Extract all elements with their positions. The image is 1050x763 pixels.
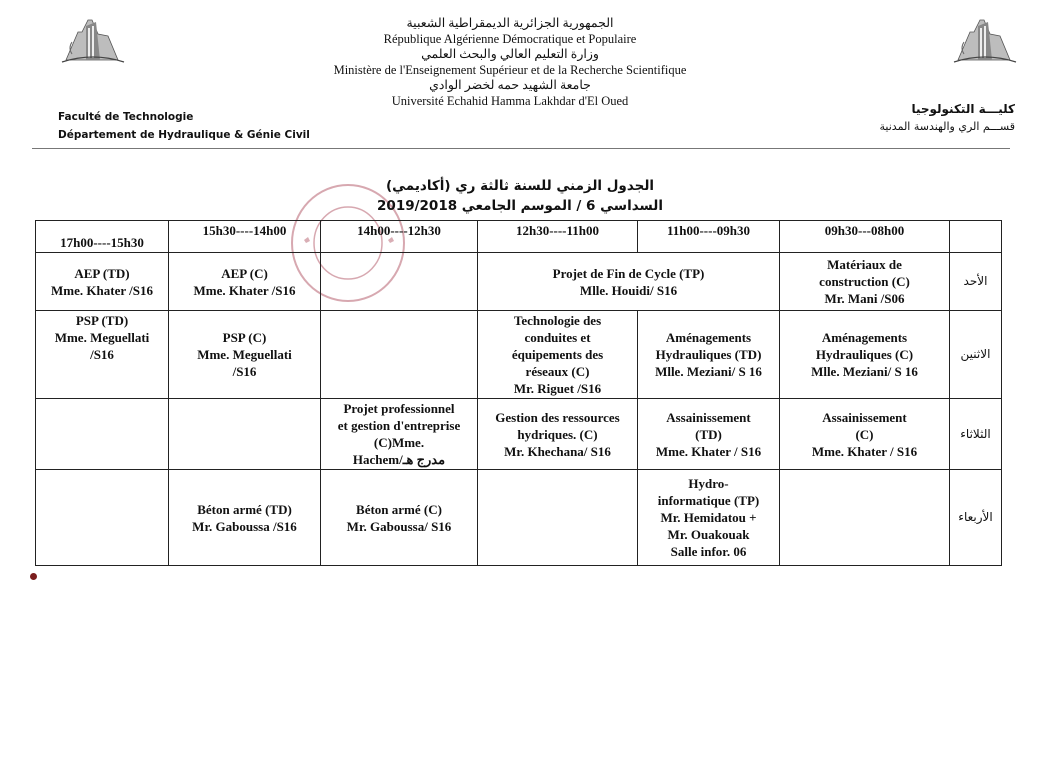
schedule-title bbox=[330, 176, 710, 216]
day-label: الأربعاء bbox=[950, 470, 1002, 566]
timetable-row-sunday bbox=[36, 253, 1002, 311]
header-line-fr-ministry: Ministère de l'Enseignement Supérieur et de la Recherche Scientifique bbox=[333, 62, 687, 77]
day-label: الأحد bbox=[950, 253, 1002, 311]
timetable-cell: AEP (TD) Mme. Khater /S16 bbox=[36, 253, 169, 311]
header-line-ar-ministry: وزارة التعليم العالي والبحث العلمي bbox=[421, 47, 599, 62]
timetable bbox=[35, 220, 1002, 566]
time-slot-header: 12h30----11h00 bbox=[478, 221, 638, 253]
header-line-fr-republic: République Algérienne Démocratique et Populaire bbox=[383, 31, 637, 46]
day-header-blank bbox=[950, 221, 1002, 253]
ministry-header bbox=[300, 16, 720, 110]
faculty-name-ar: كليـــة التكنولوجيا bbox=[911, 102, 1015, 116]
timetable-cell bbox=[321, 253, 478, 311]
header-line-fr-university: Université Echahid Hamma Lakhdar d'El Oued bbox=[391, 93, 629, 108]
timetable-cell bbox=[478, 470, 638, 566]
timetable-cell: Hydro- informatique (TP) Mr. Hemidatou + Mr. Ouakouak Salle infor. 06 bbox=[638, 470, 780, 566]
timetable-row-wednesday bbox=[36, 470, 1002, 566]
time-slot-header: 15h30----14h00 bbox=[169, 221, 321, 253]
schedule-title-line2: السداسي 6 / الموسم الجامعي 2019/2018 bbox=[377, 198, 663, 214]
schedule-title-line1: الجدول الزمني للسنة ثالثة ري (أكاديمي) bbox=[385, 178, 655, 194]
timetable-cell: Projet professionnel et gestion d'entreprise (C)Mme. Hachem/مدرج هـ bbox=[321, 399, 478, 470]
university-logo-left bbox=[58, 12, 128, 84]
timetable-cell: Assainissement (TD) Mme. Khater / S16 bbox=[638, 399, 780, 470]
timetable-cell bbox=[169, 399, 321, 470]
timetable-cell bbox=[780, 470, 950, 566]
faculty-block-fr bbox=[58, 108, 310, 144]
time-slot-header: 14h00----12h30 bbox=[321, 221, 478, 253]
faculty-name-fr: Faculté de Technologie bbox=[58, 111, 194, 123]
header-line-ar-republic: الجمهورية الجزائرية الديمقراطية الشعبية bbox=[406, 16, 614, 30]
university-logo-right bbox=[950, 12, 1020, 84]
timetable-cell bbox=[36, 399, 169, 470]
day-label: الاثنين bbox=[950, 311, 1002, 399]
timetable-cell: AEP (C) Mme. Khater /S16 bbox=[169, 253, 321, 311]
faculty-block-ar bbox=[880, 100, 1015, 136]
timetable-cell: Technologie des conduites et équipements des réseaux (C) Mr. Riguet /S16 bbox=[478, 311, 638, 399]
timetable-cell: Gestion des ressources hydriques. (C) Mr. Khechana/ S16 bbox=[478, 399, 638, 470]
timetable-cell: Aménagements Hydrauliques (TD) Mlle. Meziani/ S 16 bbox=[638, 311, 780, 399]
header-line-ar-university: جامعة الشهيد حمه لخضر الوادي bbox=[429, 78, 591, 93]
time-slot-header: 09h30---08h00 bbox=[780, 221, 950, 253]
department-name-fr: Département de Hydraulique & Génie Civil bbox=[58, 129, 310, 141]
timetable-cell: Aménagements Hydrauliques (C) Mlle. Meziani/ S 16 bbox=[780, 311, 950, 399]
timetable-cell: Béton armé (C) Mr. Gaboussa/ S16 bbox=[321, 470, 478, 566]
timetable-row-monday bbox=[36, 311, 1002, 399]
timetable-cell: Matériaux de construction (C) Mr. Mani /S06 bbox=[780, 253, 950, 311]
timetable-row-tuesday bbox=[36, 399, 1002, 470]
day-label: الثلاثاء bbox=[950, 399, 1002, 470]
timetable-cell: PSP (TD) Mme. Meguellati /S16 bbox=[36, 311, 169, 399]
time-slot-header: 11h00----09h30 bbox=[638, 221, 780, 253]
timetable-cell: Assainissement (C) Mme. Khater / S16 bbox=[780, 399, 950, 470]
ink-dot bbox=[30, 573, 37, 580]
timetable-cell: Projet de Fin de Cycle (TP) Mlle. Houidi/ S16 bbox=[478, 253, 780, 311]
timetable-cell: PSP (C) Mme. Meguellati /S16 bbox=[169, 311, 321, 399]
timetable-cell bbox=[36, 470, 169, 566]
header-divider bbox=[32, 148, 1010, 149]
department-name-ar: قســـم الري والهندسة المدنية bbox=[879, 120, 1015, 133]
timetable-cell: Béton armé (TD) Mr. Gaboussa /S16 bbox=[169, 470, 321, 566]
timetable-cell bbox=[321, 311, 478, 399]
time-slot-header: 17h00----15h30 bbox=[36, 221, 169, 253]
timetable-header-row bbox=[36, 221, 1002, 253]
